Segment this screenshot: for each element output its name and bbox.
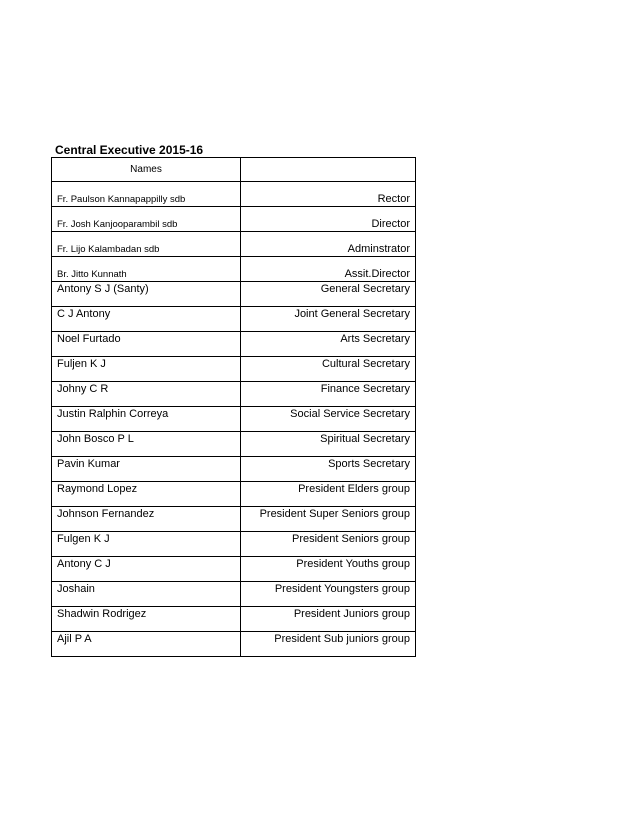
table-row (52, 282, 416, 307)
table-row (52, 382, 416, 407)
member-name: Fuljen K J (52, 357, 241, 382)
member-role: President Sub juniors group (241, 632, 416, 657)
member-role: Joint General Secretary (241, 307, 416, 332)
member-name: Johnson Fernandez (52, 507, 241, 532)
column-header-role (241, 158, 416, 182)
member-role: Sports Secretary (241, 457, 416, 482)
table-row (52, 607, 416, 632)
member-name: Antony S J (Santy) (52, 282, 241, 307)
member-role: Rector (241, 182, 416, 207)
table-row (52, 432, 416, 457)
member-role: Director (241, 207, 416, 232)
table-row (52, 407, 416, 432)
member-name: Br. Jitto Kunnath (52, 257, 241, 282)
member-role: President Youths group (241, 557, 416, 582)
member-role: Spiritual Secretary (241, 432, 416, 457)
table-row (52, 557, 416, 582)
member-role: Arts Secretary (241, 332, 416, 357)
member-name: Johny C R (52, 382, 241, 407)
member-name: Noel Furtado (52, 332, 241, 357)
table-header-row (52, 158, 416, 182)
table-row (52, 232, 416, 257)
member-role: Social Service Secretary (241, 407, 416, 432)
member-name: C J Antony (52, 307, 241, 332)
member-role: Adminstrator (241, 232, 416, 257)
table-row (52, 257, 416, 282)
document-title: Central Executive 2015-16 (55, 143, 204, 157)
member-name: Raymond Lopez (52, 482, 241, 507)
member-name: Justin Ralphin Correya (52, 407, 241, 432)
table-row (52, 207, 416, 232)
member-name: Fr. Paulson Kannapappilly sdb (52, 182, 241, 207)
member-name: Ajil P A (52, 632, 241, 657)
member-name: John Bosco P L (52, 432, 241, 457)
member-role: President Youngsters group (241, 582, 416, 607)
table-row (52, 482, 416, 507)
member-name: Pavin Kumar (52, 457, 241, 482)
table-row (52, 532, 416, 557)
table-row (52, 507, 416, 532)
member-role: Cultural Secretary (241, 357, 416, 382)
member-role: Finance Secretary (241, 382, 416, 407)
table-row (52, 307, 416, 332)
member-name: Antony C J (52, 557, 241, 582)
member-role: President Juniors group (241, 607, 416, 632)
table-row (52, 582, 416, 607)
table-row (52, 182, 416, 207)
column-header-names: Names (52, 158, 241, 182)
executive-table (51, 157, 416, 657)
member-name: Shadwin Rodrigez (52, 607, 241, 632)
table-row (52, 632, 416, 657)
executive-table-body (52, 158, 416, 657)
table-row (52, 357, 416, 382)
member-role: General Secretary (241, 282, 416, 307)
member-name: Fulgen K J (52, 532, 241, 557)
member-role: President Seniors group (241, 532, 416, 557)
member-name: Fr. Josh Kanjooparambil sdb (52, 207, 241, 232)
member-role: Assit.Director (241, 257, 416, 282)
member-name: Joshain (52, 582, 241, 607)
member-role: President Elders group (241, 482, 416, 507)
table-row (52, 332, 416, 357)
member-role: President Super Seniors group (241, 507, 416, 532)
member-name: Fr. Lijo Kalambadan sdb (52, 232, 241, 257)
table-row (52, 457, 416, 482)
